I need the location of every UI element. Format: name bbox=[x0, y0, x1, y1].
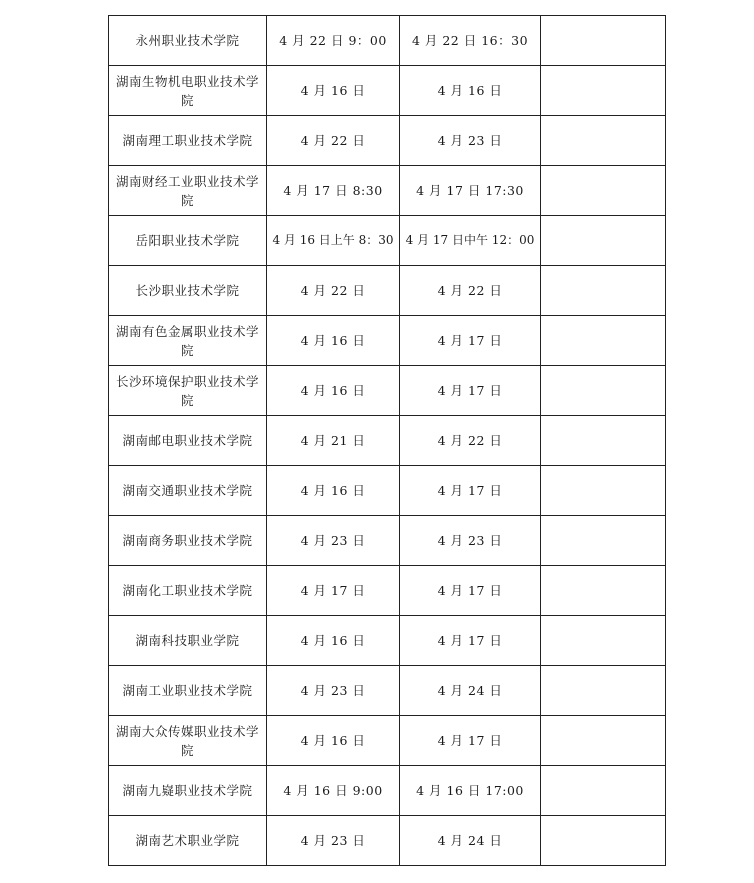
table-row bbox=[109, 216, 666, 266]
end-time-cell: 4 月 17 日 bbox=[400, 566, 541, 616]
table-row bbox=[109, 466, 666, 516]
table-row bbox=[109, 166, 666, 216]
start-time-cell: 4 月 23 日 bbox=[267, 666, 400, 716]
end-time-cell: 4 月 17 日 bbox=[400, 366, 541, 416]
start-time-cell: 4 月 22 日 bbox=[267, 116, 400, 166]
remarks-cell bbox=[541, 166, 666, 216]
start-time-cell: 4 月 16 日 bbox=[267, 466, 400, 516]
start-time-cell: 4 月 16 日 bbox=[267, 616, 400, 666]
end-time-cell: 4 月 23 日 bbox=[400, 116, 541, 166]
start-time-cell: 4 月 16 日 bbox=[267, 66, 400, 116]
remarks-cell bbox=[541, 416, 666, 466]
school-name-cell: 湖南财经工业职业技术学院 bbox=[109, 166, 267, 216]
end-time-cell: 4 月 24 日 bbox=[400, 666, 541, 716]
school-name-cell: 湖南生物机电职业技术学院 bbox=[109, 66, 267, 116]
table-row bbox=[109, 366, 666, 416]
remarks-cell bbox=[541, 516, 666, 566]
table-row bbox=[109, 416, 666, 466]
start-time-cell: 4 月 21 日 bbox=[267, 416, 400, 466]
school-name-cell: 湖南大众传媒职业技术学院 bbox=[109, 716, 267, 766]
school-name-cell: 湖南化工职业技术学院 bbox=[109, 566, 267, 616]
start-time-cell: 4 月 16 日 9:00 bbox=[267, 766, 400, 816]
end-time-cell: 4 月 17 日 bbox=[400, 316, 541, 366]
school-name-cell: 长沙环境保护职业技术学院 bbox=[109, 366, 267, 416]
table-row bbox=[109, 566, 666, 616]
school-name-cell: 湖南有色金属职业技术学院 bbox=[109, 316, 267, 366]
school-name-cell: 岳阳职业技术学院 bbox=[109, 216, 267, 266]
school-name-cell: 永州职业技术学院 bbox=[109, 16, 267, 66]
table-row bbox=[109, 716, 666, 766]
school-name-cell: 湖南工业职业技术学院 bbox=[109, 666, 267, 716]
end-time-cell: 4 月 17 日 bbox=[400, 466, 541, 516]
end-time-cell: 4 月 16 日 bbox=[400, 66, 541, 116]
school-name-cell: 湖南交通职业技术学院 bbox=[109, 466, 267, 516]
table-row bbox=[109, 16, 666, 66]
schedule-table bbox=[108, 15, 666, 866]
schedule-table-body bbox=[109, 16, 666, 866]
school-name-cell: 湖南理工职业技术学院 bbox=[109, 116, 267, 166]
start-time-cell: 4 月 16 日 bbox=[267, 716, 400, 766]
table-row bbox=[109, 266, 666, 316]
school-name-cell: 湖南商务职业技术学院 bbox=[109, 516, 267, 566]
end-time-cell: 4 月 16 日 17:00 bbox=[400, 766, 541, 816]
remarks-cell bbox=[541, 16, 666, 66]
remarks-cell bbox=[541, 316, 666, 366]
table-row bbox=[109, 616, 666, 666]
end-time-cell: 4 月 22 日 bbox=[400, 416, 541, 466]
end-time-cell: 4 月 17 日 bbox=[400, 716, 541, 766]
start-time-cell: 4 月 16 日 bbox=[267, 366, 400, 416]
remarks-cell bbox=[541, 666, 666, 716]
end-time-cell: 4 月 17 日中午 12：00 bbox=[400, 216, 541, 266]
schedule-table-container bbox=[108, 15, 665, 866]
end-time-cell: 4 月 22 日 16：30 bbox=[400, 16, 541, 66]
remarks-cell bbox=[541, 266, 666, 316]
end-time-cell: 4 月 17 日 bbox=[400, 616, 541, 666]
table-row bbox=[109, 116, 666, 166]
end-time-cell: 4 月 23 日 bbox=[400, 516, 541, 566]
table-row bbox=[109, 316, 666, 366]
start-time-cell: 4 月 16 日 bbox=[267, 316, 400, 366]
table-row bbox=[109, 666, 666, 716]
start-time-cell: 4 月 17 日 bbox=[267, 566, 400, 616]
remarks-cell bbox=[541, 366, 666, 416]
remarks-cell bbox=[541, 716, 666, 766]
start-time-cell: 4 月 17 日 8:30 bbox=[267, 166, 400, 216]
remarks-cell bbox=[541, 116, 666, 166]
remarks-cell bbox=[541, 616, 666, 666]
remarks-cell bbox=[541, 466, 666, 516]
start-time-cell: 4 月 22 日 bbox=[267, 266, 400, 316]
end-time-cell: 4 月 17 日 17:30 bbox=[400, 166, 541, 216]
table-row bbox=[109, 516, 666, 566]
start-time-cell: 4 月 16 日上午 8：30 bbox=[267, 216, 400, 266]
table-row bbox=[109, 66, 666, 116]
remarks-cell bbox=[541, 766, 666, 816]
school-name-cell: 湖南艺术职业学院 bbox=[109, 816, 267, 866]
school-name-cell: 湖南科技职业学院 bbox=[109, 616, 267, 666]
remarks-cell bbox=[541, 566, 666, 616]
table-row bbox=[109, 816, 666, 866]
end-time-cell: 4 月 24 日 bbox=[400, 816, 541, 866]
school-name-cell: 湖南邮电职业技术学院 bbox=[109, 416, 267, 466]
end-time-cell: 4 月 22 日 bbox=[400, 266, 541, 316]
remarks-cell bbox=[541, 216, 666, 266]
start-time-cell: 4 月 22 日 9：00 bbox=[267, 16, 400, 66]
remarks-cell bbox=[541, 816, 666, 866]
start-time-cell: 4 月 23 日 bbox=[267, 816, 400, 866]
remarks-cell bbox=[541, 66, 666, 116]
start-time-cell: 4 月 23 日 bbox=[267, 516, 400, 566]
school-name-cell: 长沙职业技术学院 bbox=[109, 266, 267, 316]
table-row bbox=[109, 766, 666, 816]
school-name-cell: 湖南九嶷职业技术学院 bbox=[109, 766, 267, 816]
